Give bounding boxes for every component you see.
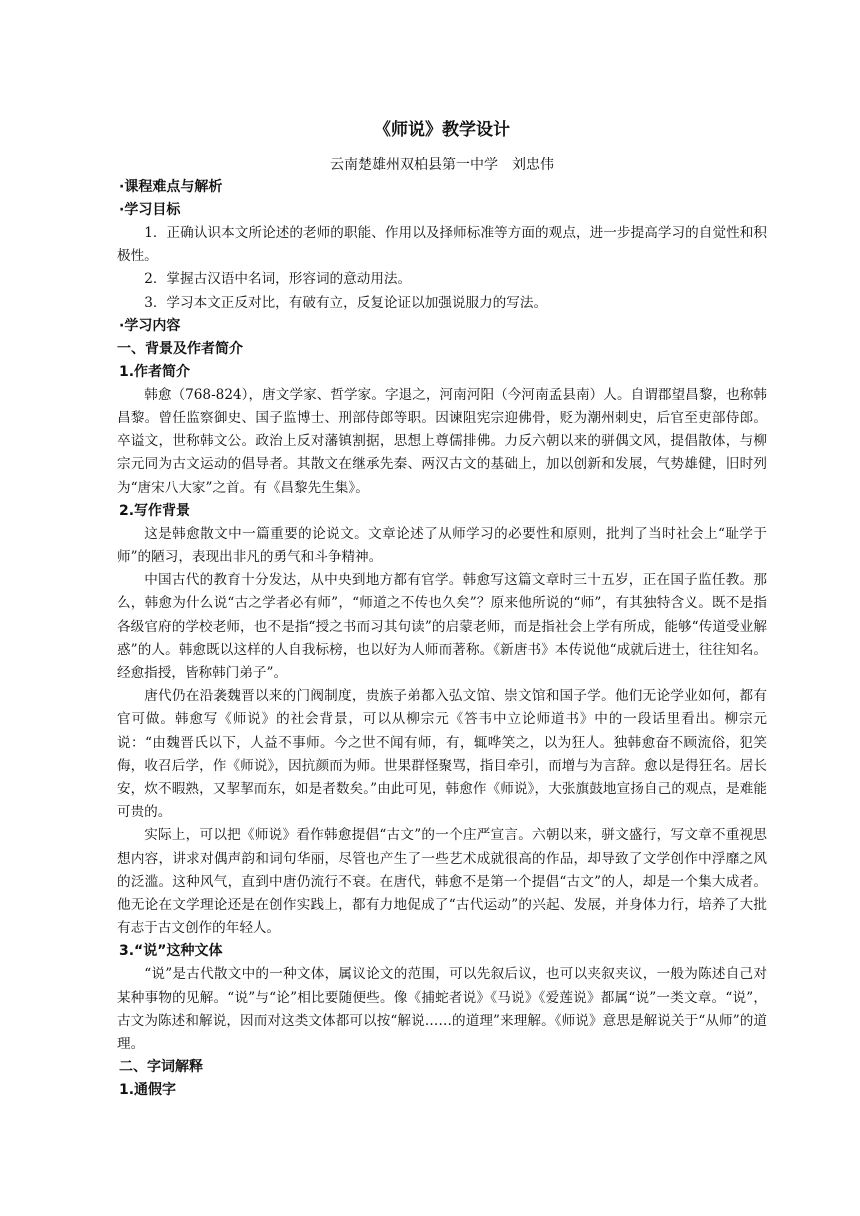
section-difficulty bbox=[117, 176, 767, 199]
section-content bbox=[117, 315, 767, 338]
document-body bbox=[117, 114, 767, 1102]
part2-heading: 二、字词解释 bbox=[119, 1059, 203, 1076]
background-paragraph: 中国古代的教育十分发达，从中央到地方都有官学。韩愈写这篇文章时三十五岁，正在国子监任教。那么，韩愈为什么说“古之学者必有师”，“师道之不传也久矣”？原来他所说的“师”，有其独特含义。既不是指各级官府的学校老师，也不是指“授之书而习其句读”的启蒙老师，而是指社会上学有所成，能够“传道受业解惑”的人。韩愈既以这样的人自我标榜，也以好为人师而著称。《新唐书》本传说他“成就后进士，往往知名。经愈指授，皆称韩门弟子”。 bbox=[117, 572, 767, 682]
sub3-heading: 3.“说”这种文体 bbox=[119, 943, 223, 960]
goal-item: 3．学习本文正反对比，有破有立，反复论证以加强说服力的写法。 bbox=[144, 294, 548, 311]
sub2-heading: 2.写作背景 bbox=[119, 502, 191, 519]
author-intro-paragraph: 韩愈（768-824），唐文学家、哲学家。字退之，河南河阳（今河南孟县南）人。自谓郡望昌黎，也称韩昌黎。曾任监察御史、国子监博士、刑部侍郎等职。因谏阻宪宗迎佛骨，贬为潮州刺史，后官至吏部侍郎。卒谥文，世称韩文公。政治上反对藩镇割据，思想上尊儒排佛。力反六朝以来的骈偶文风，提倡散体，与柳宗元同为古文运动的倡导者。其散文在继承先秦、两汉古文的基础上，加以创新和发展，气势雄健，旧时列为“唐宋八大家”之首。有《昌黎先生集》。 bbox=[117, 386, 767, 496]
section-difficulty-label: 课程难点与解析 bbox=[124, 179, 223, 195]
background-paragraph: 唐代仍在沿袭魏晋以来的门阀制度，贵族子弟都入弘文馆、崇文馆和国子学。他们无论学业如何，都有官可做。韩愈写《师说》的社会背景，可以从柳宗元《答韦中立论师道书》中的一段话里看出。柳宗元说：“由魏晋氏以下，人益不事师。今之世不闻有师，有，辄哗笑之，以为狂人。独韩愈奋不顾流俗，犯笑侮，收召后学，作《师说》，因抗颜而为师。世果群怪聚骂，指目牵引，而增与为言辞。愈以是得狂名。居长安，炊不暇熟，又挈挈而东，如是者数矣。”由此可见，韩愈作《师说》，大张旗鼓地宣扬自己的观点，是难能可贵的。 bbox=[117, 688, 767, 821]
goal-item: 2．掌握古汉语中名词，形容词的意动用法。 bbox=[144, 271, 412, 288]
background-paragraph: 这是韩愈散文中一篇重要的论说文。文章论述了从师学习的必要性和原则，批判了当时社会上“耻学于师”的陋习，表现出非凡的勇气和斗争精神。 bbox=[117, 525, 767, 566]
section-goals-label: 学习目标 bbox=[124, 202, 181, 218]
background-paragraph: 实际上，可以把《师说》看作韩愈提倡“古文”的一个庄严宣言。六朝以来，骈文盛行，写文章不重视思想内容，讲求对偶声韵和词句华丽，尽管也产生了一些艺术成就很高的作品，却导致了文学创作中浮靡之风的泛滥。这种风气，直到中唐仍流行不衰。在唐代，韩愈不是第一个提倡“古文”的人，却是一个集大成者。他无论在文学理论还是在创作实践上，都有力地促成了“古代运动”的兴起、发展，并身体力行，培养了大批有志于古文创作的年轻人。 bbox=[117, 827, 767, 937]
goal-item: 1．正确认识本文所论述的老师的职能、作用以及择师标准等方面的观点，进一步提高学习的自觉性和积极性。 bbox=[117, 225, 767, 265]
bullet-icon: · bbox=[119, 202, 125, 218]
page-title: 《师说》教学设计 bbox=[374, 120, 510, 140]
part1-heading: 一、背景及作者简介 bbox=[117, 340, 243, 357]
author-line: 云南楚雄州双柏县第一中学 刘忠伟 bbox=[330, 157, 554, 173]
bullet-icon: · bbox=[119, 179, 125, 195]
genre-paragraph: “说”是古代散文中的一种文体，属议论文的范围，可以先叙后议，也可以夹叙夹议，一般为陈述自己对某种事物的见解。“说”与“论”相比要随便些。像《捕蛇者说》《马说》《爱莲说》都属“说”一类文章。“说”，古文为陈述和解说，因而对这类文体都可以按“解说……的道理”来理解。《师说》意思是解说关于“从师”的道理。 bbox=[117, 966, 767, 1053]
bullet-icon: · bbox=[119, 317, 125, 334]
sub1-heading: 1.作者简介 bbox=[119, 363, 191, 380]
section-goals bbox=[117, 199, 767, 222]
section-content-label: 学习内容 bbox=[124, 317, 181, 334]
part2-sub1-heading: 1.通假字 bbox=[119, 1082, 177, 1099]
